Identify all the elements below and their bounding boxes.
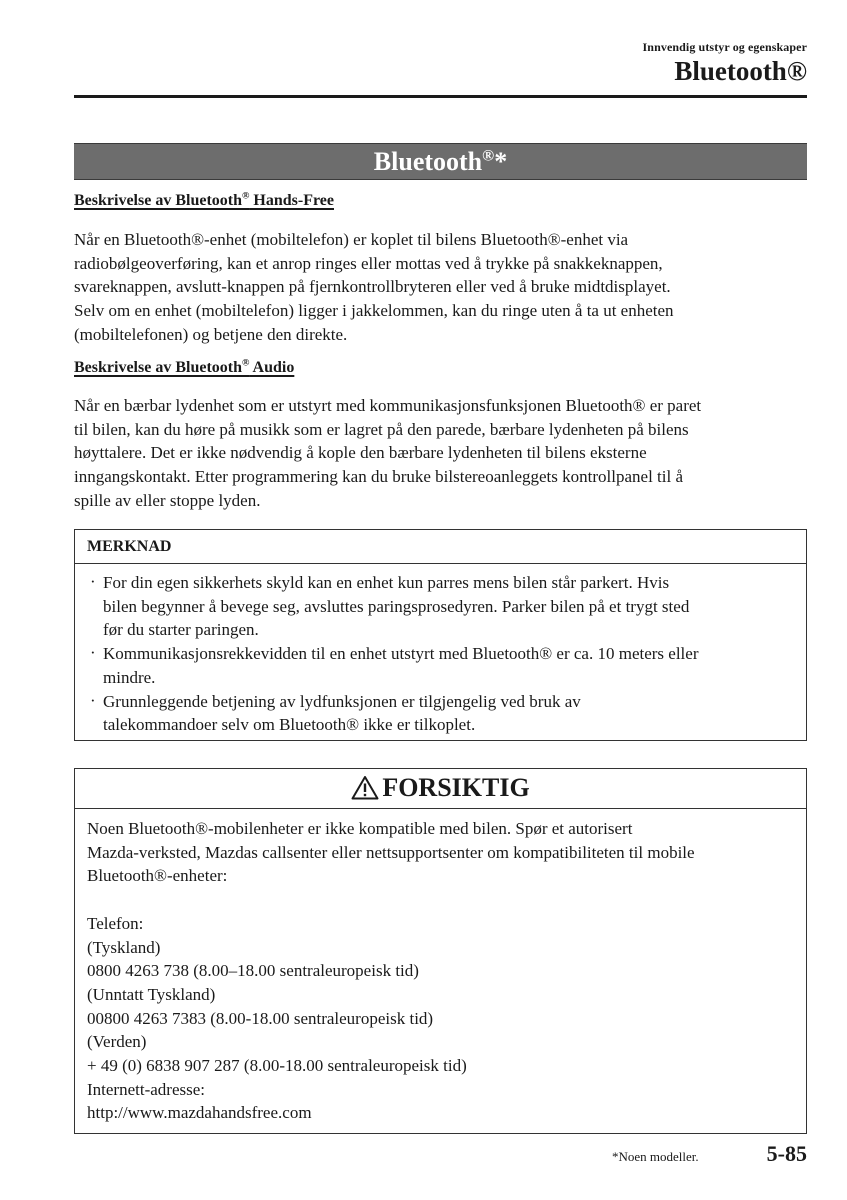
caution-line: 0800 4263 738 (8.00–18.00 sentraleuropeisk tid) xyxy=(87,961,419,981)
caution-line: Noen Bluetooth®-mobilenheter er ikke kompatible med bilen. Spør et autorisert xyxy=(87,819,633,838)
bullet-icon: · xyxy=(90,643,96,663)
note-item xyxy=(87,642,796,689)
paragraph-line: høyttalere. Det er ikke nødvendig å kople den bærbare lydenheten til bilens eksterne xyxy=(74,443,647,463)
section-title-bar xyxy=(74,143,807,180)
caution-line: Telefon: xyxy=(87,913,144,933)
paragraph-line: Når en Bluetooth®-enhet (mobiltelefon) er koplet til bilens Bluetooth®-enhet via xyxy=(74,230,629,249)
caution-line: (Unntatt Tyskland) xyxy=(87,984,216,1004)
header-divider xyxy=(74,95,807,98)
note-heading: MERKNAD xyxy=(75,530,806,564)
caution-line: (Verden) xyxy=(87,1032,147,1052)
note-item xyxy=(87,690,796,737)
note-item xyxy=(87,571,796,642)
note-box xyxy=(74,529,807,741)
paragraph-line: spille av eller stoppe lyden. xyxy=(74,490,261,510)
paragraph-line: Selv om en enhet (mobiltelefon) ligger i jakkelommen, kan du ringe uten å ta ut enheten xyxy=(74,301,674,321)
footnote: *Noen modeller. xyxy=(612,1149,699,1164)
paragraph-line: til bilen, kan du høre på musikk som er lagret på den parede, bærbare lydenheten på bilens xyxy=(74,419,689,439)
paragraph-line: radiobølgeoverføring, kan et anrop ringes eller mottas ved å trykke på snakkeknappen, xyxy=(74,253,663,273)
paragraph-line: svareknappen, avslutt-knappen på fjernkontrollbryteren eller ved å bruke midtdisplayet. xyxy=(74,277,671,297)
page-number: 5-85 xyxy=(766,1141,807,1166)
note-line: Grunnleggende betjening av lydfunksjonen er tilgjengelig ved bruk av xyxy=(103,691,581,711)
bullet-icon: · xyxy=(90,690,96,710)
warning-triangle-icon xyxy=(351,775,379,800)
bullet-icon: · xyxy=(90,572,96,591)
caution-line: + 49 (0) 6838 907 287 (8.00-18.00 sentraleuropeisk tid) xyxy=(87,1056,467,1076)
caution-line xyxy=(87,888,794,912)
note-line: før du starter paringen. xyxy=(103,620,259,640)
note-list xyxy=(75,564,806,737)
audio-paragraph xyxy=(74,394,809,513)
caution-box xyxy=(74,768,807,1134)
paragraph-line: Når en bærbar lydenhet som er utstyrt med kommunikasjonsfunksjonen Bluetooth® er paret xyxy=(74,396,702,415)
chapter-subtitle: Innvendig utstyr og egenskaper xyxy=(642,40,807,54)
note-line: Kommunikasjonsrekkevidden til en enhet utstyrt med Bluetooth® er ca. 10 meters eller xyxy=(103,644,699,664)
handsfree-heading: Beskrivelse av Bluetooth® Hands-Free xyxy=(74,190,334,209)
paragraph-line: (mobiltelefonen) og betjene den direkte. xyxy=(74,324,348,344)
page-title: Bluetooth® xyxy=(674,56,807,86)
note-line: talekommandoer selv om Bluetooth® ikke er tilkoplet. xyxy=(103,715,476,735)
handsfree-paragraph xyxy=(74,228,809,347)
note-line: mindre. xyxy=(103,667,156,687)
caution-url: http://www.mazdahandsfree.com xyxy=(87,1103,312,1123)
note-line: For din egen sikkerhets skyld kan en enhet kun parres mens bilen står parkert. Hvis xyxy=(103,573,670,592)
caution-line: Mazda-verksted, Mazdas callsenter eller nettsupportsenter om kompatibiliteten til mobile xyxy=(87,842,695,862)
caution-line: 00800 4263 7383 (8.00-18.00 sentraleuropeisk tid) xyxy=(87,1008,434,1028)
caution-line: Bluetooth®-enheter: xyxy=(87,866,228,886)
note-line: bilen begynner å bevege seg, avsluttes paringsprosedyren. Parker bilen på et trygt sted xyxy=(103,596,690,616)
caution-heading: FORSIKTIG xyxy=(75,769,806,809)
caution-body xyxy=(75,809,806,1125)
caution-line: (Tyskland) xyxy=(87,937,161,957)
caution-line: Internett-adresse: xyxy=(87,1079,205,1099)
audio-heading: Beskrivelse av Bluetooth® Audio xyxy=(74,357,295,376)
paragraph-line: inngangskontakt. Etter programmering kan du bruke bilstereoanleggets kontrollpanel til å xyxy=(74,467,684,487)
section-title: Bluetooth®* xyxy=(373,147,508,176)
